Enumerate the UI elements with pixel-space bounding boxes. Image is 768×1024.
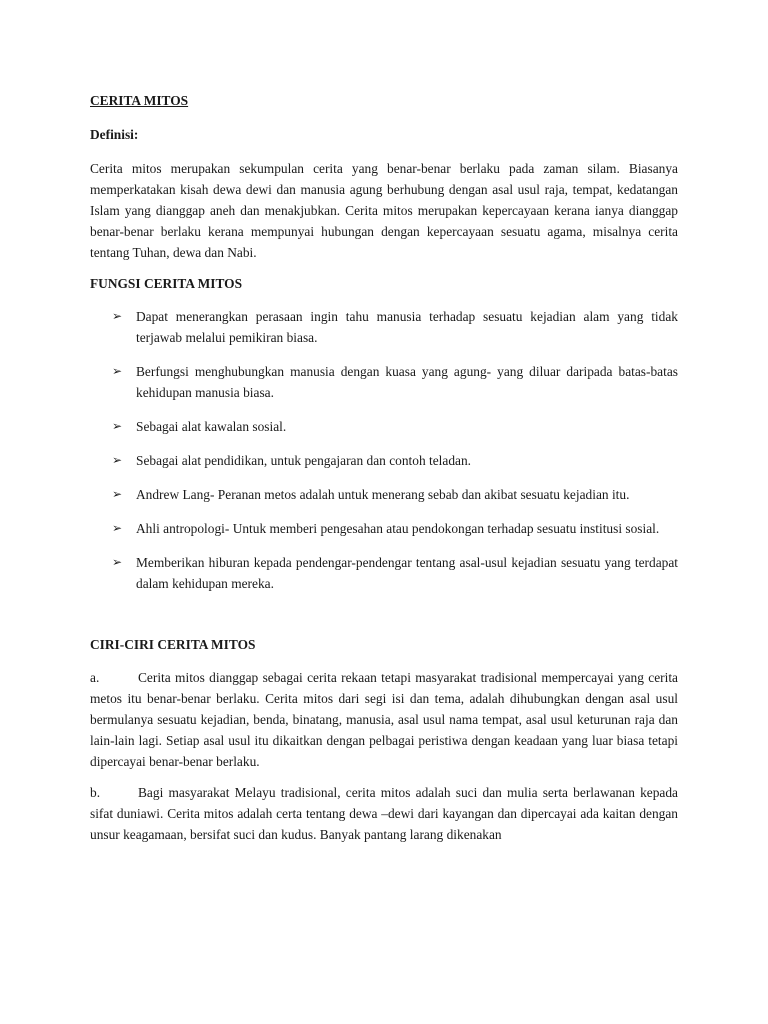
definition-heading: Definisi: [90, 127, 139, 142]
arrow-bullet-icon: ➢ [112, 364, 123, 378]
list-item [90, 416, 678, 437]
item-letter: a. [90, 670, 100, 685]
list-item-text: Dapat menerangkan perasaan ingin tahu manusia terhadap sesuatu kejadian alam yang tidak terjawab melalui pemikiran biasa. [136, 309, 678, 345]
list-item-text: Berfungsi menghubungkan manusia dengan kuasa yang agung- yang diluar daripada batas-batas kehidupan manusia biasa. [136, 364, 678, 400]
arrow-bullet-icon: ➢ [112, 453, 123, 467]
list-item-text: Sebagai alat pendidikan, untuk pengajaran dan contoh teladan. [136, 453, 472, 468]
spacer [90, 607, 678, 634]
list-item-text: Sebagai alat kawalan sosial. [136, 419, 287, 434]
item-text: Bagi masyarakat Melayu tradisional, cerita mitos adalah suci dan mulia serta berlawanan kepada sifat duniawi. Cerita mitos adalah certa tentang dewa –dewi dari kayangan dan dipercayai ada kaitan dengan unsur keagamaan, bersifat suci dan kudus. Banyak pantang larang dikenakan [90, 785, 678, 842]
list-item [90, 306, 678, 348]
arrow-bullet-icon: ➢ [112, 555, 123, 569]
list-item-text: Ahli antropologi- Untuk memberi pengesahan atau pendokongan terhadap sesuatu institusi sosial. [136, 521, 660, 536]
arrow-bullet-icon: ➢ [112, 521, 123, 535]
fungsi-heading: FUNGSI CERITA MITOS [90, 276, 243, 291]
document-page [90, 90, 678, 855]
item-letter: b. [90, 785, 101, 800]
ciri-heading: CIRI-CIRI CERITA MITOS [90, 637, 256, 652]
arrow-bullet-icon: ➢ [112, 487, 123, 501]
list-item [90, 361, 678, 403]
definition-paragraph: Cerita mitos merupakan sekumpulan cerita yang benar-benar berlaku pada zaman silam. Biasanya memperkatakan kisah dewa dewi dan manusia agung berhubung dengan asal usul raja, tempat, kedatangan Islam yang dianggap aneh dan menakjubkan. Cerita mitos merupakan kepercayaan kerana ianya dianggap benar-benar berlaku kerana mempunyai hubungan dengan kepercayaan sesuatu agama, misalnya cerita tentang Tuhan, dewa dan Nabi. [90, 161, 678, 260]
fungsi-list [90, 306, 678, 594]
item-text: Cerita mitos dianggap sebagai cerita rekaan tetapi masyarakat tradisional mempercayai yang cerita metos itu benar-benar berlaku. Cerita mitos dari segi isi dan tema, adalah dihubungkan dengan asal usul bermulanya sesuatu kejadian, benda, binatang, manusia, asal usul nama tempat, asal usul keturunan raja dan lain-lain lagi. Setiap asal usul itu dikaitkan dengan pelbagai peristiwa dengan keadaan yang luar biasa tetapi dipercayai benar-benar berlaku. [90, 670, 678, 769]
list-item [90, 552, 678, 594]
ciri-paragraph-a [90, 667, 678, 772]
arrow-bullet-icon: ➢ [112, 419, 123, 433]
list-item-text: Memberikan hiburan kepada pendengar-pendengar tentang asal-usul kejadian sesuatu yang terdapat dalam kehidupan mereka. [136, 555, 678, 591]
document-title: CERITA MITOS [90, 93, 189, 108]
list-item [90, 518, 678, 539]
list-item-text: Andrew Lang- Peranan metos adalah untuk menerang sebab dan akibat sesuatu kejadian itu. [136, 487, 630, 502]
ciri-paragraph-b [90, 782, 678, 845]
list-item [90, 450, 678, 471]
arrow-bullet-icon: ➢ [112, 309, 123, 323]
list-item [90, 484, 678, 505]
